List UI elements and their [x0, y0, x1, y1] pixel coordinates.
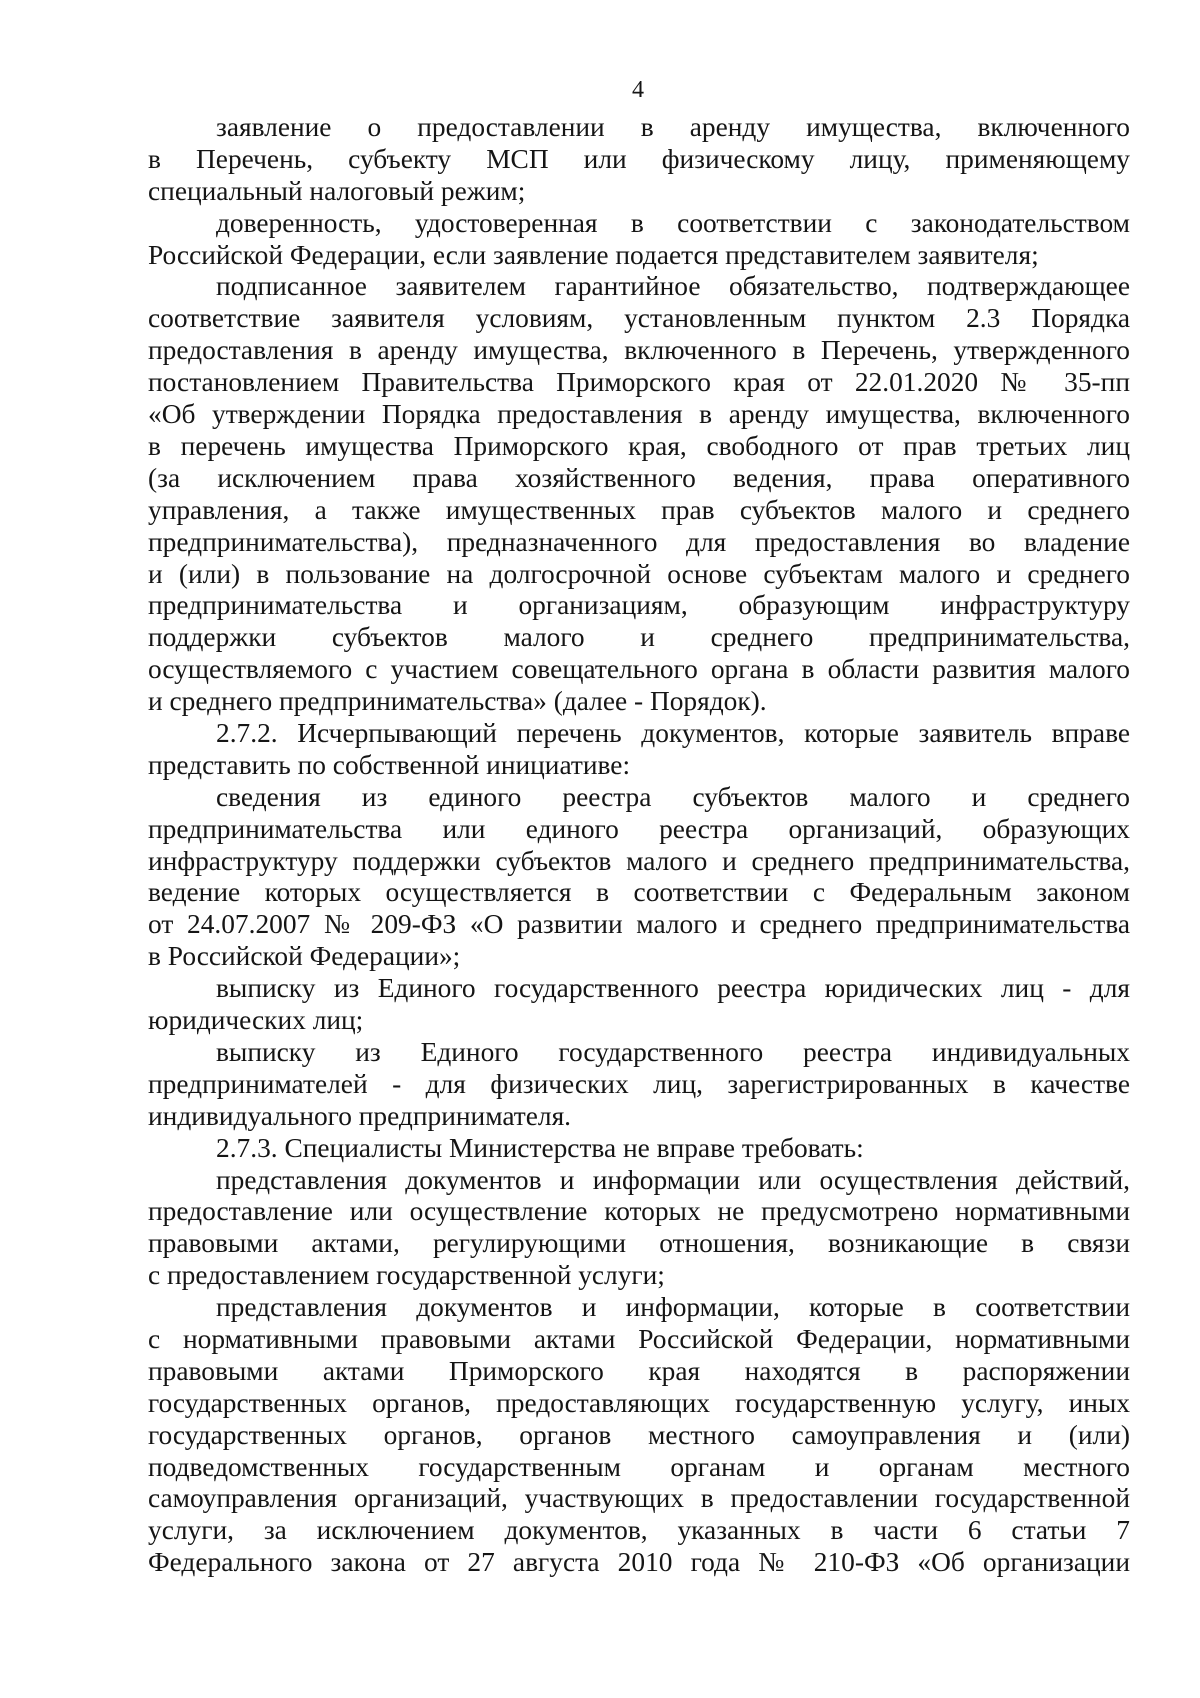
text-line: 2.7.3. Специалисты Министерства не вправе требовать: [216, 1132, 864, 1163]
text-line: государственных органов, органов местного самоуправления и (или) [148, 1419, 1130, 1450]
text-line: предоставление или осуществление которых не предусмотрено нормативными [148, 1196, 1130, 1227]
text-line: выписку из Единого государственного реестра индивидуальных [216, 1036, 1130, 1067]
text-line: юридических лиц; [148, 1005, 364, 1036]
text-line: с нормативными правовыми актами Российской Федерации, нормативными [148, 1323, 1130, 1354]
text-line: 2.7.2. Исчерпывающий перечень документов, которые заявитель вправе [216, 717, 1130, 748]
text-line: правовыми актами Приморского края находятся в распоряжении [148, 1355, 1130, 1386]
text-line: услуги, за исключением документов, указанных в части 6 статьи 7 [148, 1515, 1130, 1546]
text-line: выписку из Единого государственного реестра юридических лиц - для [216, 973, 1130, 1004]
text-line: «Об утверждении Порядка предоставления в аренду имущества, включенного [148, 399, 1130, 430]
text-line: государственных органов, предоставляющих государственную услугу, иных [148, 1387, 1130, 1418]
text-line: и среднего предпринимательства» (далее - Порядок). [148, 686, 767, 717]
text-line: предоставления в аренду имущества, включенного в Перечень, утвержденного [148, 335, 1130, 366]
text-line: подведомственных государственным органам и органам местного [148, 1451, 1130, 1482]
text-line: доверенность, удостоверенная в соответствии с законодательством [216, 207, 1130, 238]
text-line: сведения из единого реестра субъектов малого и среднего [216, 781, 1130, 812]
text-line: управления, а также имущественных прав субъектов малого и среднего [148, 494, 1130, 525]
text-line: правовыми актами, регулирующими отношения, возникающие в связи [148, 1228, 1130, 1259]
text-line: (за исключением права хозяйственного ведения, права оперативного [148, 462, 1130, 493]
text-line: Российской Федерации, если заявление подается представителем заявителя; [148, 239, 1039, 270]
text-line: от 24.07.2007 № 209-ФЗ «О развитии малого и среднего предпринимательства [148, 909, 1130, 940]
document-body [148, 112, 1130, 1579]
text-line: подписанное заявителем гарантийное обязательство, подтверждающее [216, 271, 1130, 302]
text-line: Федерального закона от 27 августа 2010 года № 210-ФЗ «Об организации [148, 1547, 1130, 1578]
text-line: соответствие заявителя условиям, установленным пунктом 2.3 Порядка [148, 303, 1130, 334]
text-line: индивидуального предпринимателя. [148, 1100, 572, 1131]
text-line: специальный налоговый режим; [148, 175, 526, 206]
text-line: в перечень имущества Приморского края, свободного от прав третьих лиц [148, 430, 1130, 461]
text-line: заявление о предоставлении в аренду имущества, включенного [216, 112, 1130, 142]
text-line: представления документов и информации, которые в соответствии [216, 1292, 1130, 1323]
text-line: предпринимательства и организациям, образующим инфраструктуру [148, 590, 1130, 621]
text-line: с предоставлением государственной услуги; [148, 1260, 665, 1291]
text-line: поддержки субъектов малого и среднего предпринимательства, [148, 622, 1130, 653]
text-line: осуществляемого с участием совещательного органа в области развития малого [148, 654, 1130, 685]
page-number: 4 [632, 77, 644, 103]
text-line: представить по собственной инициативе: [148, 749, 631, 780]
text-line: представления документов и информации или осуществления действий, [216, 1164, 1130, 1195]
text-line: постановлением Правительства Приморского края от 22.01.2020 № 35-пп [148, 367, 1130, 398]
text-line: предпринимателей - для физических лиц, зарегистрированных в качестве [148, 1068, 1130, 1099]
text-line: ведение которых осуществляется в соответствии с Федеральным законом [148, 877, 1130, 908]
text-line: предпринимательства или единого реестра организаций, образующих [148, 813, 1130, 844]
text-line: в Российской Федерации»; [148, 941, 461, 972]
text-line: инфраструктуру поддержки субъектов малого и среднего предпринимательства, [148, 845, 1130, 876]
text-line: и (или) в пользование на долгосрочной основе субъектам малого и среднего [148, 558, 1130, 589]
text-line: самоуправления организаций, участвующих в предоставлении государственной [148, 1483, 1130, 1514]
text-line: в Перечень, субъекту МСП или физическому лицу, применяющему [148, 143, 1130, 174]
text-line: предпринимательства), предназначенного для предоставления во владение [148, 526, 1130, 557]
